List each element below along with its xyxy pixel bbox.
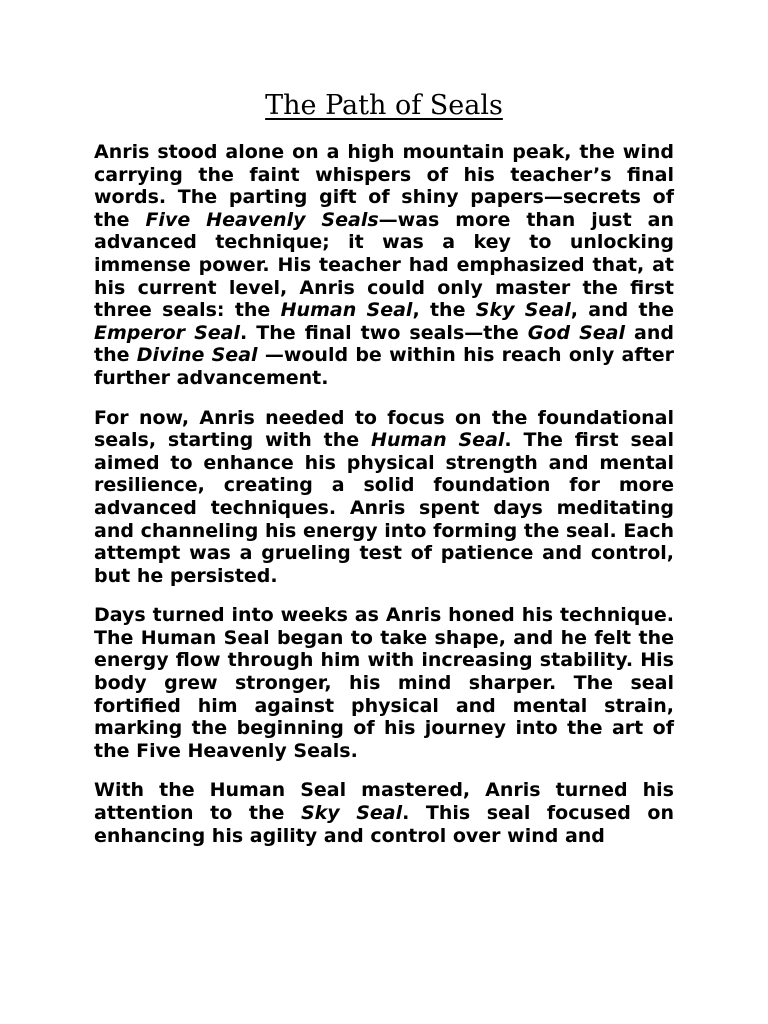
emphasized-term: Emperor Seal — [94, 321, 241, 344]
text-run: and the — [94, 321, 674, 367]
page-title: The Path of Seals — [265, 90, 503, 121]
emphasized-term: Sky Seal — [475, 299, 571, 322]
emphasized-term: Five Heavenly Seals — [145, 208, 379, 231]
text-run: —would be within his reach only after further advancement. — [94, 344, 674, 389]
paragraph-3 — [94, 604, 674, 762]
text-run: With the Human Seal mastered, Anris turned his attention to the — [94, 779, 674, 825]
paragraph-2 — [94, 407, 674, 588]
text-run: . The final two seals—the — [240, 321, 528, 344]
emphasized-term: Divine Seal — [136, 344, 258, 367]
emphasized-term: Sky Seal — [300, 802, 403, 825]
text-run: . The first seal aimed to enhance his physical strength and mental resilience, creating a solid foundation for more advanced techniques. Anris spent days meditating and channeling his energy into forming the seal. Each attempt was a grueling test of patience and control, but he persisted. — [94, 429, 675, 587]
emphasized-term: Human Seal — [280, 299, 413, 322]
text-run: , and the — [570, 299, 675, 322]
paragraph-4 — [94, 779, 674, 847]
text-run: . This seal focused on enhancing his agility and control over wind and — [94, 802, 674, 847]
emphasized-term: God Seal — [527, 321, 625, 344]
text-run: Days turned into weeks as Anris honed his technique. The Human Seal began to take shape, and he felt the energy flow through him with increasing stability. His body grew stronger, his mind sharper. The seal fortified him against physical and mental strain, marking the beginning of his journey into the art of the Five Heavenly Seals. — [94, 604, 674, 762]
text-run: Anris stood alone on a high mountain peak, the wind carrying the faint whispers of his teacher’s final words. The parting gift of shiny papers—secrets of the — [94, 141, 674, 231]
paragraph-1 — [94, 141, 674, 390]
text-run: For now, Anris needed to focus on the foundational seals, starting with the — [94, 406, 674, 452]
text-run: , the — [412, 299, 476, 322]
text-run: —was more than just an advanced technique; it was a key to unlocking immense power. His teacher had emphasized that, at his current level, Anris could only master the first three seals: the — [94, 208, 674, 322]
emphasized-term: Human Seal — [371, 429, 505, 452]
body-text — [94, 141, 674, 864]
